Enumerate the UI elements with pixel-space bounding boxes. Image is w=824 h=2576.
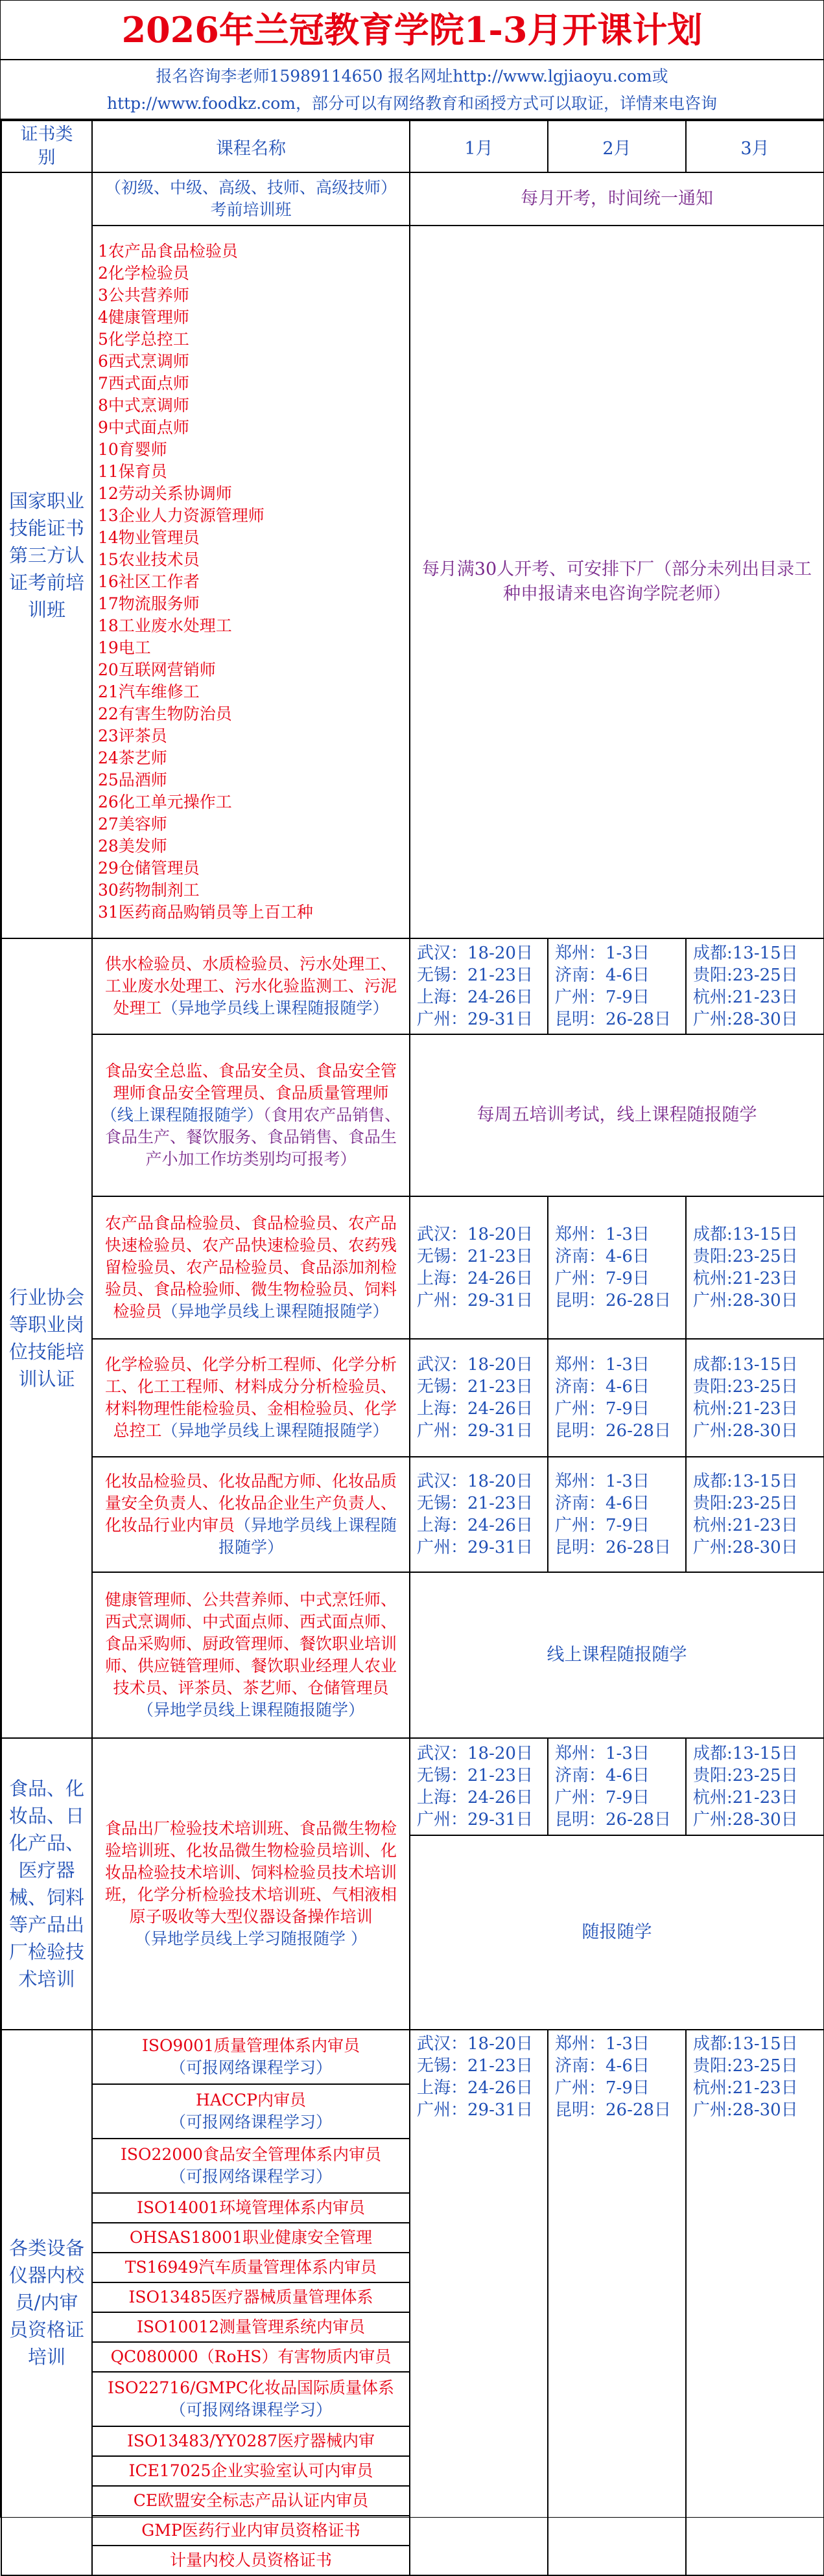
section3-schedule-2: 随报随学 — [410, 1835, 824, 2030]
course-note: （线上课程随报随学） — [100, 1106, 263, 1124]
audit-course: CE欧盟安全标志产品认证内审员 — [92, 2486, 410, 2516]
section1-course-list — [92, 226, 410, 938]
schedule-entry: 广州：29-31日 — [417, 1538, 533, 1557]
schedule-entry: 成都:13-15日 — [693, 2034, 798, 2054]
section2-row3 — [1, 1196, 824, 1339]
course-text: 农产品食品检验员、食品检验员、农产品快速检验员、农产品快速检验员、农药残留检验员、农产品检验员、食品添加剂检验员、食品检验师、微生物检验员、饲料检验员 — [104, 1214, 397, 1321]
audit-course: OHSAS18001职业健康安全管理 — [92, 2223, 410, 2253]
section2-row4 — [1, 1339, 824, 1457]
section1-row1 — [1, 172, 824, 226]
schedule-entry: 无锡：21-23日 — [417, 966, 533, 985]
schedule-entry: 广州:28-30日 — [693, 1538, 798, 1557]
schedule-entry: 济南：4-6日 — [555, 1377, 650, 1397]
audit-course — [92, 2030, 410, 2084]
course-item: 21汽车维修工 — [98, 682, 200, 701]
section2-row5 — [1, 1457, 824, 1572]
schedule-entry: 上海：24-26日 — [417, 1788, 533, 1807]
schedule-entry: 贵阳:23-25日 — [693, 1247, 798, 1266]
course-item: 20互联网营销师 — [98, 660, 216, 679]
schedule-entry: 郑州：1-3日 — [555, 1225, 650, 1244]
schedule-entry: 上海：24-26日 — [417, 1269, 533, 1288]
schedule-month-3 — [686, 2030, 824, 2575]
audit-course-name: ISO9001质量管理体系内审员 — [141, 2036, 360, 2055]
section2-course-3 — [92, 1196, 410, 1339]
schedule-entry: 广州：29-31日 — [417, 1421, 533, 1441]
section4-category: 各类设备仪器内校员/内审员资格证培训 — [1, 2030, 92, 2575]
course-item: 14物业管理员 — [98, 528, 200, 547]
audit-course: GMP医药行业内审员资格证书 — [92, 2516, 410, 2546]
schedule-month-2 — [548, 1457, 686, 1572]
schedule-entry: 上海：24-26日 — [417, 988, 533, 1007]
schedule-entry: 贵阳:23-25日 — [693, 1494, 798, 1513]
course-item: 7西式面点师 — [98, 374, 189, 393]
schedule-month-1 — [410, 938, 548, 1034]
course-note: （异地学员线上课程随报随学） — [161, 1421, 389, 1440]
schedule-entry: 贵阳:23-25日 — [693, 1766, 798, 1785]
course-item: 23评茶员 — [98, 726, 167, 745]
section2-row1 — [1, 938, 824, 1034]
course-item: 22有害生物防治员 — [98, 704, 232, 723]
course-note: （异地学员线上课程随报随学） — [161, 999, 389, 1017]
schedule-entry: 昆明：26-28日 — [555, 1291, 671, 1310]
schedule-entry: 广州：7-9日 — [555, 2078, 650, 2098]
section2-row2 — [1, 1034, 824, 1196]
course-item: 5化学总控工 — [98, 330, 189, 349]
course-item: 29仓储管理员 — [98, 859, 200, 877]
header-month-1: 1月 — [410, 121, 548, 172]
course-item: 4健康管理师 — [98, 308, 189, 327]
schedule-entry: 武汉：18-20日 — [417, 944, 533, 963]
audit-course-note: （可报网络课程学习） — [169, 2167, 332, 2186]
section1-schedule-2: 每月满30人开考、可安排下厂（部分未列出目录工种申报请来电咨询学院老师） — [410, 226, 824, 938]
schedule-entry: 济南：4-6日 — [555, 1247, 650, 1266]
schedule-entry: 济南：4-6日 — [555, 1766, 650, 1785]
schedule-entry: 广州：7-9日 — [555, 1269, 650, 1288]
schedule-entry: 无锡：21-23日 — [417, 2056, 533, 2076]
schedule-entry: 杭州:21-23日 — [693, 988, 798, 1007]
course-extra: （食用农产品销售、食品生产、餐饮服务、食品销售、食品生产小加工作坊类别均可报考） — [104, 1106, 401, 1168]
schedule-entry: 武汉：18-20日 — [417, 2034, 533, 2054]
section2-schedule-6: 线上课程随报随学 — [410, 1572, 824, 1738]
contact-line-1: 报名咨询李老师15989114650 报名网址http://www.lgjiaoyu.com或 — [156, 67, 668, 86]
course-item: 25品酒师 — [98, 771, 167, 789]
schedule-entry: 成都:13-15日 — [693, 944, 798, 963]
audit-course-name: ISO22000食品安全管理体系内审员 — [120, 2145, 382, 2164]
course-item: 19电工 — [98, 638, 151, 657]
audit-course: ISO13485医疗器械质量管理体系 — [92, 2282, 410, 2312]
schedule-entry: 郑州：1-3日 — [555, 944, 650, 963]
audit-course: 计量内校人员资格证书 — [92, 2546, 410, 2575]
course-item: 1农产品食品检验员 — [98, 242, 238, 261]
audit-course-note: （可报网络课程学习） — [169, 2400, 332, 2419]
schedule-entry: 广州:28-30日 — [693, 1810, 798, 1829]
schedule-entry: 无锡：21-23日 — [417, 1494, 533, 1513]
schedule-entry: 成都:13-15日 — [693, 1225, 798, 1244]
course-text: 食品安全总监、食品安全员、食品安全管理师食品安全管理员、食品质量管理师 — [104, 1062, 397, 1102]
schedule-entry: 郑州：1-3日 — [555, 1355, 650, 1375]
schedule-entry: 广州：7-9日 — [555, 1516, 650, 1535]
schedule-month-3 — [686, 1457, 824, 1572]
course-item: 3公共营养师 — [98, 286, 189, 305]
schedule-month-3 — [686, 1339, 824, 1457]
course-item: 11保育员 — [98, 462, 167, 481]
audit-course: ISO14001环境管理体系内审员 — [92, 2193, 410, 2223]
schedule-entry: 广州：29-31日 — [417, 1010, 533, 1029]
course-item: 24茶艺师 — [98, 748, 167, 767]
header-course: 课程名称 — [92, 121, 410, 172]
schedule-entry: 广州:28-30日 — [693, 1421, 798, 1441]
schedule-entry: 广州：29-31日 — [417, 1810, 533, 1829]
schedule-entry: 成都:13-15日 — [693, 1744, 798, 1763]
schedule-month-2 — [548, 1738, 686, 1835]
contact-line-2: http://www.foodkz.com，部分可以有网络教育和函授方式可以取证，详情来电咨询 — [106, 94, 718, 113]
schedule-entry: 郑州：1-3日 — [555, 1472, 650, 1491]
header-row — [1, 121, 824, 172]
section2-course-5 — [92, 1457, 410, 1572]
schedule-entry: 广州：7-9日 — [555, 1399, 650, 1419]
schedule-entry: 武汉：18-20日 — [417, 1744, 533, 1763]
schedule-entry: 广州：7-9日 — [555, 988, 650, 1007]
audit-course: TS16949汽车质量管理体系内审员 — [92, 2253, 410, 2282]
section3-category: 食品、化妆品、日化产品、医疗器械、饲料等产品出厂检验技术培训 — [1, 1738, 92, 2030]
schedule-entry: 成都:13-15日 — [693, 1355, 798, 1375]
schedule-entry: 广州:28-30日 — [693, 1291, 798, 1310]
audit-course: ICE17025企业实验室认可内审员 — [92, 2456, 410, 2486]
schedule-entry: 昆明：26-28日 — [555, 2100, 671, 2120]
schedule-table — [1, 120, 824, 2576]
schedule-entry: 济南：4-6日 — [555, 2056, 650, 2076]
schedule-entry: 无锡：21-23日 — [417, 1766, 533, 1785]
schedule-entry: 杭州:21-23日 — [693, 2078, 798, 2098]
section1-schedule-1: 每月开考，时间统一通知 — [410, 172, 824, 226]
schedule-entry: 昆明：26-28日 — [555, 1010, 671, 1029]
schedule-entry: 郑州：1-3日 — [555, 2034, 650, 2054]
section1-course-header: （初级、中级、高级、技师、高级技师） 考前培训班 — [92, 172, 410, 226]
course-text: 化妆品检验员、化妆品配方师、化妆品质量安全负责人、化妆品企业生产负责人、化妆品行业内审员 — [104, 1472, 397, 1535]
schedule-entry: 贵阳:23-25日 — [693, 2056, 798, 2076]
schedule-entry: 无锡：21-23日 — [417, 1377, 533, 1397]
schedule-entry: 上海：24-26日 — [417, 1399, 533, 1419]
audit-course — [92, 2084, 410, 2139]
course-item: 27美容师 — [98, 815, 167, 833]
audit-course — [92, 2139, 410, 2193]
course-note: （异地学员线上课程随报随学） — [161, 1302, 389, 1321]
schedule-month-3 — [686, 1738, 824, 1835]
schedule-month-1 — [410, 1196, 548, 1339]
section2-course-2 — [92, 1034, 410, 1196]
course-note: （异地学员线上课程随报随学） — [137, 1700, 364, 1719]
section2-course-6 — [92, 1572, 410, 1738]
schedule-entry: 广州：29-31日 — [417, 2100, 533, 2120]
schedule-entry: 杭州:21-23日 — [693, 1788, 798, 1807]
section1-category: 国家职业技能证书第三方认证考前培训班 — [1, 172, 92, 938]
section2-category: 行业协会等职业岗位技能培训认证 — [1, 938, 92, 1738]
schedule-entry: 昆明：26-28日 — [555, 1810, 671, 1829]
course-item: 6西式烹调师 — [98, 352, 189, 371]
schedule-entry: 昆明：26-28日 — [555, 1538, 671, 1557]
course-item: 28美发师 — [98, 837, 167, 855]
schedule-month-1 — [410, 1339, 548, 1457]
section2-schedule-2: 每周五培训考试，线上课程随报随学 — [410, 1034, 824, 1196]
schedule-month-1 — [410, 1457, 548, 1572]
section2-row6 — [1, 1572, 824, 1738]
section1-row2 — [1, 226, 824, 938]
schedule-entry: 杭州:21-23日 — [693, 1516, 798, 1535]
course-item: 16社区工作者 — [98, 572, 200, 591]
schedule-month-2 — [548, 1339, 686, 1457]
header-month-3: 3月 — [686, 121, 824, 172]
schedule-month-2 — [548, 938, 686, 1034]
schedule-entry: 武汉：18-20日 — [417, 1472, 533, 1491]
audit-course — [92, 2372, 410, 2426]
schedule-entry: 武汉：18-20日 — [417, 1355, 533, 1375]
schedule-entry: 杭州:21-23日 — [693, 1269, 798, 1288]
header-month-2: 2月 — [548, 121, 686, 172]
schedule-entry: 广州：7-9日 — [555, 1788, 650, 1807]
course-item: 9中式面点师 — [98, 418, 189, 437]
course-item: 10育婴师 — [98, 440, 167, 459]
schedule-entry: 广州:28-30日 — [693, 1010, 798, 1029]
course-item: 17物流服务师 — [98, 594, 200, 613]
schedule-entry: 济南：4-6日 — [555, 1494, 650, 1513]
course-item: 30药物制剂工 — [98, 881, 200, 899]
schedule-month-3 — [686, 1196, 824, 1339]
section4-row1 — [1, 2030, 824, 2084]
audit-course-name: ISO22716/GMPC化妆品国际质量体系 — [108, 2378, 394, 2397]
page-title: 2026年兰冠教育学院1-3月开课计划 — [1, 1, 823, 60]
schedule-month-1 — [410, 1738, 548, 1835]
schedule-month-3 — [686, 938, 824, 1034]
section3-row1 — [1, 1738, 824, 1835]
schedule-entry: 广州：29-31日 — [417, 1291, 533, 1310]
schedule-entry: 昆明：26-28日 — [555, 1421, 671, 1441]
schedule-month-1 — [410, 2030, 548, 2575]
course-item: 12劳动关系协调师 — [98, 484, 232, 503]
course-item: 13企业人力资源管理师 — [98, 506, 265, 525]
schedule-entry: 上海：24-26日 — [417, 2078, 533, 2098]
schedule-entry: 郑州：1-3日 — [555, 1744, 650, 1763]
schedule-entry: 广州:28-30日 — [693, 2100, 798, 2120]
section2-course-4 — [92, 1339, 410, 1457]
schedule-entry: 贵阳:23-25日 — [693, 966, 798, 985]
schedule-entry: 无锡：21-23日 — [417, 1247, 533, 1266]
course-item: 26化工单元操作工 — [98, 793, 232, 811]
audit-course-note: （可报网络课程学习） — [169, 2113, 332, 2131]
schedule-entry: 成都:13-15日 — [693, 1472, 798, 1491]
audit-course: QC080000（RoHS）有害物质内审员 — [92, 2342, 410, 2372]
course-text: 供水检验员、水质检验员、污水处理工、工业废水处理工、污水化验监测工、污泥处理工 — [104, 955, 397, 1017]
course-item: 18工业废水处理工 — [98, 616, 232, 635]
audit-course-name: HACCP内审员 — [196, 2091, 306, 2109]
course-note: （异地学员线上课程随报随学） — [218, 1516, 397, 1557]
section2-course-1 — [92, 938, 410, 1034]
course-text: 健康管理师、公共营养师、中式烹饪师、西式烹调师、中式面点师、西式面点师、食品采购师、厨政管理师、餐饮职业培训师、供应链管理师、餐饮职业经理人农业技术员、评茶员、茶艺师、仓储管理员 — [104, 1590, 397, 1697]
schedule-entry: 济南：4-6日 — [555, 966, 650, 985]
schedule-month-2 — [548, 2030, 686, 2575]
section3-course — [92, 1738, 410, 2030]
course-item: 15农业技术员 — [98, 550, 200, 569]
schedule-entry: 贵阳:23-25日 — [693, 1377, 798, 1397]
course-text: 食品出厂检验技术培训班、食品微生物检验培训班、化妆品微生物检验员培训、化妆品检验技术培训、饲料检验员技术培训班，化学分析检验技术培训班、气相液相原子吸收等大型仪器设备操作培训 — [104, 1819, 397, 1926]
course-item: 31医药商品购销员等上百工种 — [98, 903, 313, 922]
schedule-month-2 — [548, 1196, 686, 1339]
schedule-entry: 杭州:21-23日 — [693, 1399, 798, 1419]
audit-course-note: （可报网络课程学习） — [169, 2058, 332, 2077]
course-note: （异地学员线上学习随报随学 ） — [135, 1929, 367, 1948]
audit-course: ISO10012测量管理系统内审员 — [92, 2312, 410, 2342]
audit-course: ISO13483/YY0287医疗器械内审 — [92, 2426, 410, 2456]
course-item: 8中式烹调师 — [98, 396, 189, 415]
contact-info — [1, 60, 823, 120]
schedule-entry: 武汉：18-20日 — [417, 1225, 533, 1244]
schedule-entry: 上海：24-26日 — [417, 1516, 533, 1535]
header-category: 证书类别 — [1, 121, 92, 172]
course-text: 化学检验员、化学分析工程师、化学分析工、化工工程师、材料成分分析检验员、材料物理性能检验员、金相检验员、化学总控工 — [104, 1355, 397, 1440]
course-item: 2化学检验员 — [98, 264, 189, 283]
